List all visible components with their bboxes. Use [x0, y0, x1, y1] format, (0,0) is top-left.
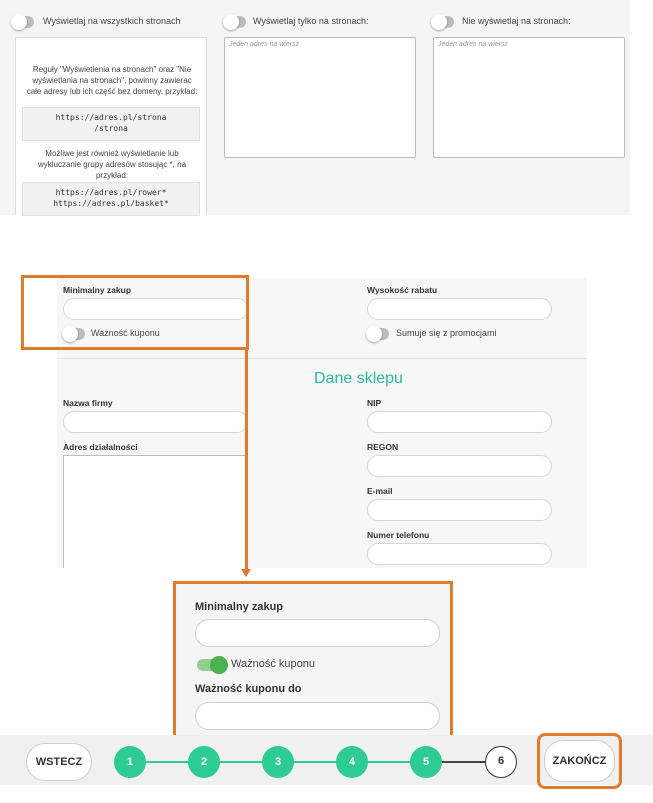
company-name-label: Nazwa firmy: [63, 398, 113, 408]
only-pages-textarea[interactable]: Jeden adres na wiersz: [224, 37, 416, 158]
toggle-knob: [223, 14, 239, 30]
toggle-knob: [11, 14, 27, 30]
section-divider: [57, 358, 587, 359]
discount-label: Wysokość rabatu: [367, 285, 438, 295]
zoom-validity-until-label: Ważność kuponu do: [195, 683, 302, 695]
code-line: https://adres.pl/rower*: [55, 188, 167, 197]
zoom-min-purchase-input[interactable]: [195, 619, 440, 647]
address-label: Adres działalności: [63, 442, 138, 452]
code-line: /strona: [94, 124, 128, 133]
toggle-knob: [366, 326, 382, 342]
code-line: https://adres.pl/strona: [55, 113, 167, 122]
callout-arrow-line: [245, 348, 248, 571]
not-pages-textarea[interactable]: Jeden adres na wiersz: [433, 37, 625, 158]
toggle-knob: [210, 656, 228, 674]
step-3[interactable]: 3: [262, 746, 294, 778]
zoom-min-purchase-label: Minimalny zakup: [195, 601, 284, 613]
email-label: E-mail: [367, 486, 393, 496]
zoom-coupon-validity-label: Ważność kuponu: [231, 658, 315, 670]
finish-button[interactable]: ZAKOŃCZ: [544, 740, 615, 782]
combine-promotions-toggle[interactable]: [367, 328, 389, 340]
code-line: https://adres.pl/basket*: [53, 199, 169, 208]
only-pages-toggle[interactable]: [224, 16, 246, 28]
company-name-input[interactable]: [63, 411, 248, 433]
not-pages-label: Nie wyświetlaj na stronach:: [462, 16, 571, 26]
wildcard-info-text: Możliwe jest również wyświetlanie lub wykluczanie grupy adresów stosując *, na przykład:: [37, 149, 187, 180]
toggle-knob: [431, 14, 447, 30]
phone-label: Numer telefonu: [367, 530, 430, 540]
combine-promotions-label: Sumuje się z promocjami: [396, 328, 497, 338]
shop-data-title: Dane sklepu: [314, 370, 403, 387]
phone-input[interactable]: [367, 543, 552, 565]
email-input[interactable]: [367, 499, 552, 521]
regon-input[interactable]: [367, 455, 552, 477]
back-button[interactable]: WSTECZ: [26, 743, 92, 781]
highlight-frame: [21, 275, 249, 350]
not-pages-toggle[interactable]: [432, 16, 454, 28]
zoom-validity-until-input[interactable]: [195, 702, 440, 730]
code-example-box: [22, 182, 200, 216]
step-6[interactable]: 6: [485, 746, 517, 778]
callout-arrow-head: [241, 569, 251, 577]
step-2[interactable]: 2: [188, 746, 220, 778]
address-textarea[interactable]: [63, 455, 248, 568]
discount-input[interactable]: [367, 298, 552, 320]
all-pages-toggle[interactable]: [12, 16, 34, 28]
rules-info-box: [15, 37, 207, 215]
step-4[interactable]: 4: [336, 746, 368, 778]
zoom-coupon-validity-toggle[interactable]: [197, 659, 227, 671]
min-purchase-label: Minimalny zakup: [63, 285, 132, 295]
all-pages-label: Wyświetlaj na wszystkich stronach: [43, 16, 181, 26]
code-example-box: [22, 107, 200, 141]
step-5[interactable]: 5: [410, 746, 442, 778]
rules-info-text: Reguły "Wyświetlenia na stronach" oraz "Nie wyświetlania na stronach", powinny zawierac całe adresy lub ich część bez domeny, przykład:: [26, 65, 198, 96]
nip-input[interactable]: [367, 411, 552, 433]
only-pages-label: Wyświetlaj tylko na stronach:: [253, 16, 369, 26]
coupon-validity-label: Ważność kuponu: [91, 328, 160, 338]
nip-label: NIP: [367, 398, 382, 408]
step-1[interactable]: 1: [114, 746, 146, 778]
regon-label: REGON: [367, 442, 399, 452]
